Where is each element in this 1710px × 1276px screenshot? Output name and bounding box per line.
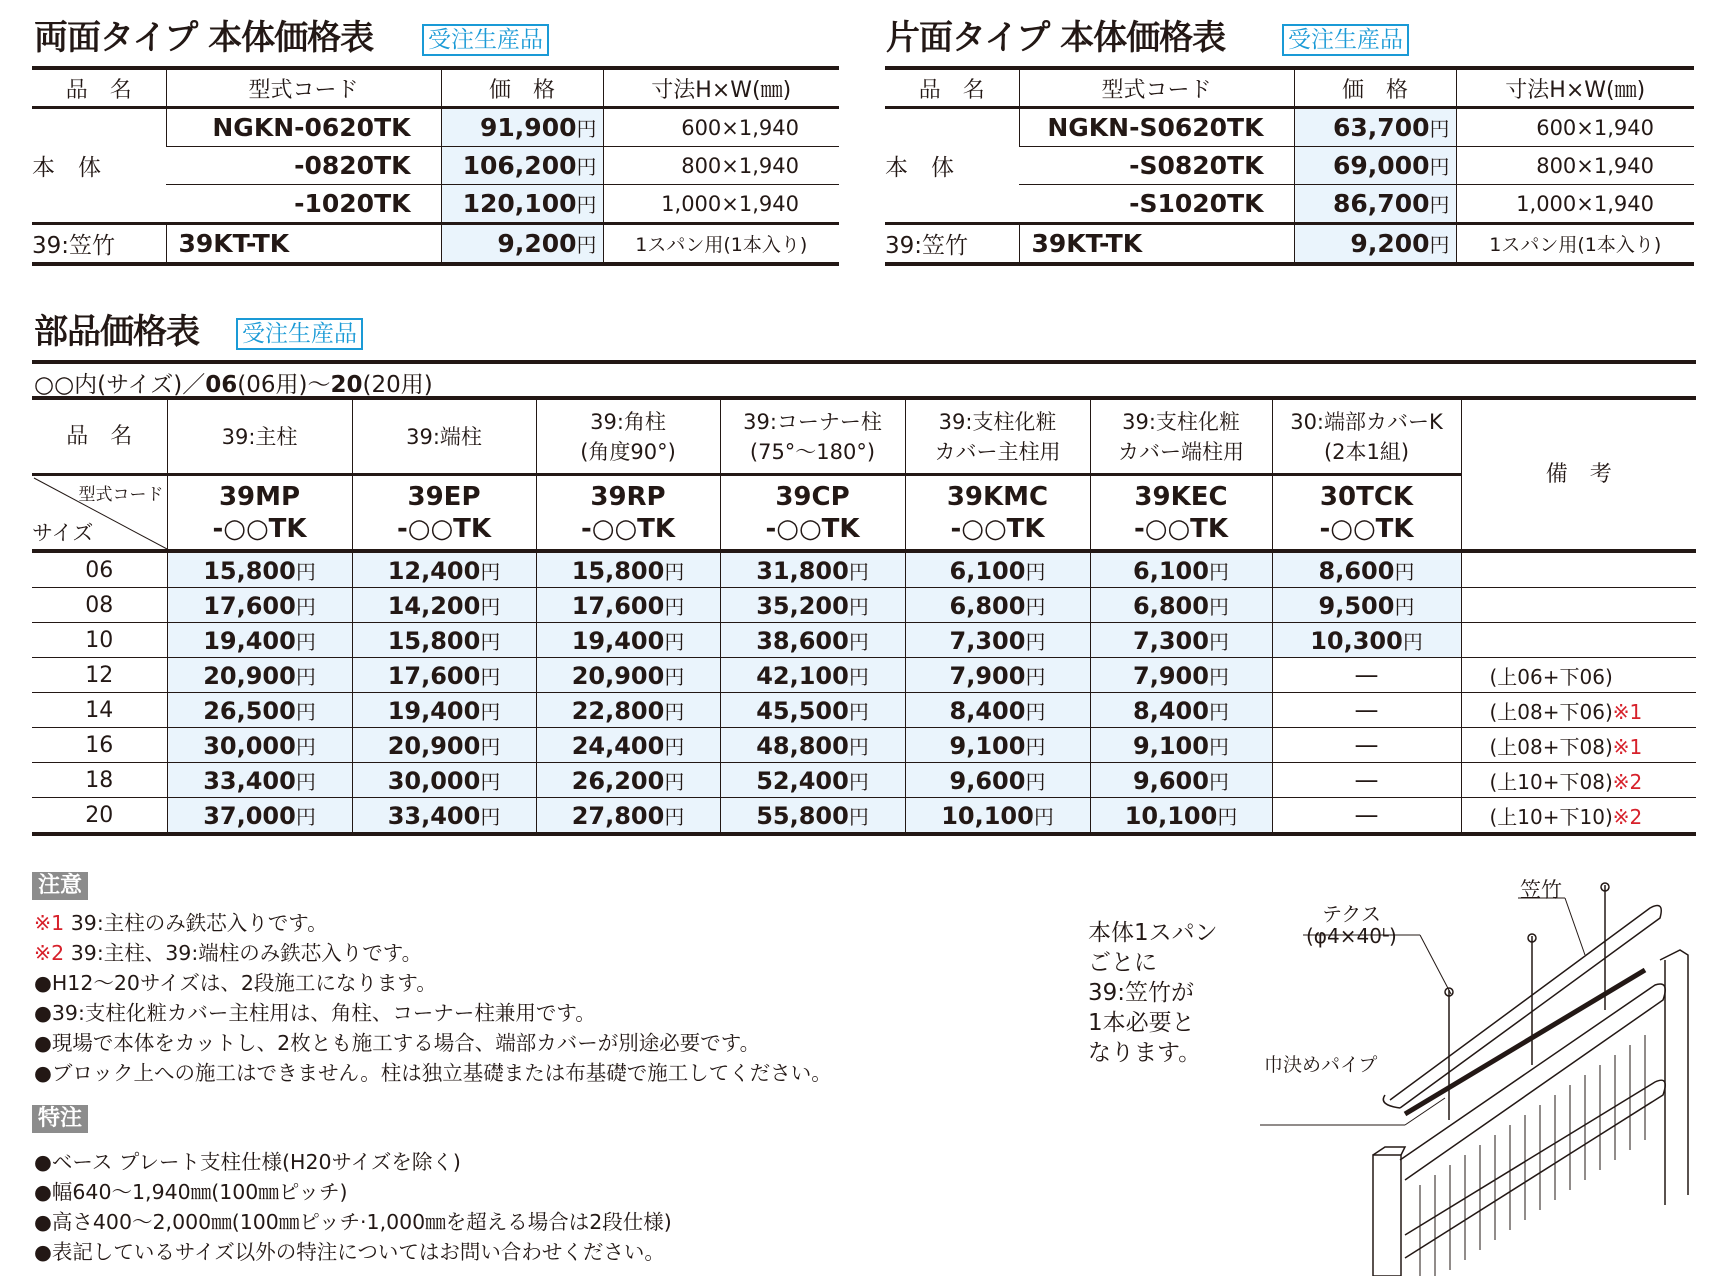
table-row — [32, 693, 1696, 728]
special-item: ●高さ400～2,000㎜(100㎜ピッチ·1,000㎜を超える場合は2段仕様) — [34, 1210, 672, 1234]
price: 91,900円 — [441, 108, 603, 147]
price-cell: 6,100円 — [905, 551, 1090, 588]
header-dimension: 寸法H×W(㎜) — [1456, 68, 1694, 108]
accessory-name: 39:笠竹 — [32, 224, 166, 265]
dimension: 1,000×1,940 — [603, 185, 839, 224]
diagonal-header-cell — [32, 475, 167, 552]
model-code: -S1020TK — [1019, 185, 1294, 224]
caution-item: ●現場で本体をカットし、2枚とも施工する場合、端部カバーが別途必要です。 — [34, 1031, 761, 1055]
caution-item: ●39:支柱化粧カバー主柱用は、角柱、コーナー柱兼用です。 — [34, 1001, 596, 1025]
remarks-header: 備 考 — [1461, 398, 1696, 551]
special-item: ●幅640～1,940㎜(100㎜ピッチ) — [34, 1180, 348, 1204]
caution-item: ※1 39:主柱のみ鉄芯入りです。 — [34, 911, 328, 935]
price-cell: 55,800円 — [720, 798, 905, 835]
dimension: 800×1,940 — [1456, 147, 1694, 185]
price-cell: 31,800円 — [720, 551, 905, 588]
model-code: -1020TK — [166, 185, 441, 224]
price-cell: 30,000円 — [352, 763, 536, 798]
header-name: 品 名 — [32, 68, 166, 108]
part-code: 30TCK -○○TK — [1272, 475, 1461, 552]
price-cell: 15,800円 — [536, 551, 720, 588]
part-code: 39KMC -○○TK — [905, 475, 1090, 552]
remark-cell: (上08+下06)※1 — [1461, 693, 1696, 728]
price-cell: 33,400円 — [167, 763, 352, 798]
parts-title: 部品価格表 — [34, 312, 199, 352]
special-order-label: 特注 — [32, 1105, 88, 1133]
price-cell: 45,500円 — [720, 693, 905, 728]
column-header: 39:主柱 — [167, 398, 352, 475]
caution-list — [34, 908, 832, 1088]
price-cell: 7,900円 — [905, 658, 1090, 693]
price-cell: 9,600円 — [1090, 763, 1272, 798]
table-row — [32, 551, 1696, 588]
dimension: 1スパン用(1本入り) — [1456, 224, 1694, 265]
header-dimension: 寸法H×W(㎜) — [603, 68, 839, 108]
size-cell: 08 — [32, 588, 167, 623]
price-cell: 42,100円 — [720, 658, 905, 693]
price-cell: — — [1272, 658, 1461, 693]
price-cell: 19,400円 — [167, 623, 352, 658]
column-header: 39:支柱化粧 カバー端柱用 — [1090, 398, 1272, 475]
parts-top-rule — [32, 360, 1696, 364]
model-code: 39KT-TK — [166, 224, 441, 265]
price-cell: 27,800円 — [536, 798, 720, 835]
made-to-order-badge: 受注生産品 — [1282, 24, 1409, 56]
price-cell: 20,900円 — [536, 658, 720, 693]
price-cell: 6,800円 — [905, 588, 1090, 623]
price: 86,700円 — [1294, 185, 1456, 224]
price-cell: 30,000円 — [167, 728, 352, 763]
table-row — [32, 588, 1696, 623]
table-row — [32, 763, 1696, 798]
price-cell: 8,400円 — [905, 693, 1090, 728]
price-cell: 48,800円 — [720, 728, 905, 763]
remark-cell — [1461, 588, 1696, 623]
table-row — [32, 108, 839, 147]
model-code: NGKN-S0620TK — [1019, 108, 1294, 147]
column-header: 39:コーナー柱 (75°～180°) — [720, 398, 905, 475]
price-cell: 19,400円 — [352, 693, 536, 728]
price-cell: 10,100円 — [1090, 798, 1272, 835]
price-cell: 24,400円 — [536, 728, 720, 763]
caution-item: ※2 39:主柱、39:端柱のみ鉄芯入りです。 — [34, 941, 423, 965]
label-pipe: 巾決めパイプ — [1264, 1054, 1378, 1076]
label-tex-size: (φ4×40ᴸ) — [1306, 924, 1397, 948]
label-tex: テクス — [1322, 902, 1381, 926]
dimension: 600×1,940 — [1456, 108, 1694, 147]
table-row — [32, 728, 1696, 763]
remark-cell: (上06+下06) — [1461, 658, 1696, 693]
price-cell: 8,400円 — [1090, 693, 1272, 728]
column-header: 39:端柱 — [352, 398, 536, 475]
size-cell: 10 — [32, 623, 167, 658]
price-cell: 20,900円 — [352, 728, 536, 763]
table-row — [32, 798, 1696, 835]
header-price: 価 格 — [1294, 68, 1456, 108]
fence-installation-diagram — [1060, 860, 1710, 1276]
price-cell: 7,900円 — [1090, 658, 1272, 693]
caution-item: ●ブロック上への施工はできません。柱は独立基礎または布基礎で施工してください。 — [34, 1061, 832, 1085]
dimension: 1,000×1,940 — [1456, 185, 1694, 224]
price-cell: 26,500円 — [167, 693, 352, 728]
price-cell: 20,900円 — [167, 658, 352, 693]
group-name: 本 体 — [885, 108, 1019, 224]
size-cell: 18 — [32, 763, 167, 798]
header-price: 価 格 — [441, 68, 603, 108]
header-name: 品 名 — [32, 398, 167, 475]
part-code: 39KEC -○○TK — [1090, 475, 1272, 552]
price-cell: 9,600円 — [905, 763, 1090, 798]
size-cell: 20 — [32, 798, 167, 835]
model-code: -0820TK — [166, 147, 441, 185]
single-sided-price-table — [885, 66, 1694, 266]
code-label: 型式コード — [78, 485, 164, 505]
table-row — [885, 224, 1694, 265]
price-cell: 15,800円 — [167, 551, 352, 588]
price-cell: 38,600円 — [720, 623, 905, 658]
part-code: 39RP -○○TK — [536, 475, 720, 552]
span-note: 本体1スパン ごとに 39:笠竹が 1本必要と なります。 — [1088, 920, 1218, 1066]
special-item: ●ベース プレート支柱仕様(H20サイズを除く) — [34, 1150, 461, 1174]
header-code: 型式コード — [1019, 68, 1294, 108]
double-sided-title: 両面タイプ 本体価格表 — [34, 18, 374, 58]
table-row — [32, 658, 1696, 693]
parts-price-table — [32, 396, 1696, 836]
price-cell: 19,400円 — [536, 623, 720, 658]
price-cell: 26,200円 — [536, 763, 720, 798]
price-cell: 22,800円 — [536, 693, 720, 728]
price-cell: 7,300円 — [1090, 623, 1272, 658]
model-code: -S0820TK — [1019, 147, 1294, 185]
price-cell: 17,600円 — [352, 658, 536, 693]
part-code: 39EP -○○TK — [352, 475, 536, 552]
made-to-order-badge: 受注生産品 — [422, 24, 549, 56]
caution-label: 注意 — [32, 872, 88, 900]
size-legend: ○○内(サイズ)／06(06用)～20(20用) — [34, 372, 433, 398]
price: 120,100円 — [441, 185, 603, 224]
price-cell: 6,800円 — [1090, 588, 1272, 623]
price-cell: — — [1272, 728, 1461, 763]
part-code: 39MP -○○TK — [167, 475, 352, 552]
price: 106,200円 — [441, 147, 603, 185]
price-cell: 8,600円 — [1272, 551, 1461, 588]
price-cell: — — [1272, 693, 1461, 728]
price-cell: 10,300円 — [1272, 623, 1461, 658]
model-code: NGKN-0620TK — [166, 108, 441, 147]
header-code: 型式コード — [166, 68, 441, 108]
dimension: 600×1,940 — [603, 108, 839, 147]
column-header: 30:端部カバーK (2本1組) — [1272, 398, 1461, 475]
size-cell: 14 — [32, 693, 167, 728]
price-cell: — — [1272, 763, 1461, 798]
table-row — [885, 108, 1694, 147]
remark-cell — [1461, 551, 1696, 588]
price-cell: 14,200円 — [352, 588, 536, 623]
double-sided-price-table — [32, 66, 839, 266]
dimension: 800×1,940 — [603, 147, 839, 185]
accessory-name: 39:笠竹 — [885, 224, 1019, 265]
price-cell: — — [1272, 798, 1461, 835]
price-cell: 37,000円 — [167, 798, 352, 835]
price-cell: 9,100円 — [1090, 728, 1272, 763]
remark-cell: (上10+下08)※2 — [1461, 763, 1696, 798]
special-order-list — [34, 1147, 672, 1267]
remark-cell — [1461, 623, 1696, 658]
price-cell: 33,400円 — [352, 798, 536, 835]
price-cell: 9,100円 — [905, 728, 1090, 763]
price-cell: 10,100円 — [905, 798, 1090, 835]
price: 69,000円 — [1294, 147, 1456, 185]
size-cell: 06 — [32, 551, 167, 588]
table-row — [32, 623, 1696, 658]
price-cell: 9,500円 — [1272, 588, 1461, 623]
price-cell: 15,800円 — [352, 623, 536, 658]
model-code: 39KT-TK — [1019, 224, 1294, 265]
size-label: サイズ — [32, 521, 94, 545]
price-cell: 17,600円 — [536, 588, 720, 623]
price-cell: 35,200円 — [720, 588, 905, 623]
made-to-order-badge: 受注生産品 — [236, 318, 363, 350]
dimension: 1スパン用(1本入り) — [603, 224, 839, 265]
price-cell: 12,400円 — [352, 551, 536, 588]
price: 63,700円 — [1294, 108, 1456, 147]
remark-cell: (上10+下10)※2 — [1461, 798, 1696, 835]
size-cell: 16 — [32, 728, 167, 763]
price-cell: 6,100円 — [1090, 551, 1272, 588]
size-cell: 12 — [32, 658, 167, 693]
special-item: ●表記しているサイズ以外の特注についてはお問い合わせください。 — [34, 1240, 665, 1264]
caution-item: ●H12～20サイズは、2段施工になります。 — [34, 971, 437, 995]
price: 9,200円 — [441, 224, 603, 265]
price-cell: 17,600円 — [167, 588, 352, 623]
price-cell: 52,400円 — [720, 763, 905, 798]
remark-cell: (上08+下08)※1 — [1461, 728, 1696, 763]
column-header: 39:支柱化粧 カバー主柱用 — [905, 398, 1090, 475]
group-name: 本 体 — [32, 108, 166, 224]
label-kasatake: 笠竹 — [1520, 878, 1562, 902]
single-sided-title: 片面タイプ 本体価格表 — [886, 18, 1226, 58]
price: 9,200円 — [1294, 224, 1456, 265]
part-code: 39CP -○○TK — [720, 475, 905, 552]
column-header: 39:角柱 (角度90°) — [536, 398, 720, 475]
table-row — [32, 224, 839, 265]
header-name: 品 名 — [885, 68, 1019, 108]
price-cell: 7,300円 — [905, 623, 1090, 658]
